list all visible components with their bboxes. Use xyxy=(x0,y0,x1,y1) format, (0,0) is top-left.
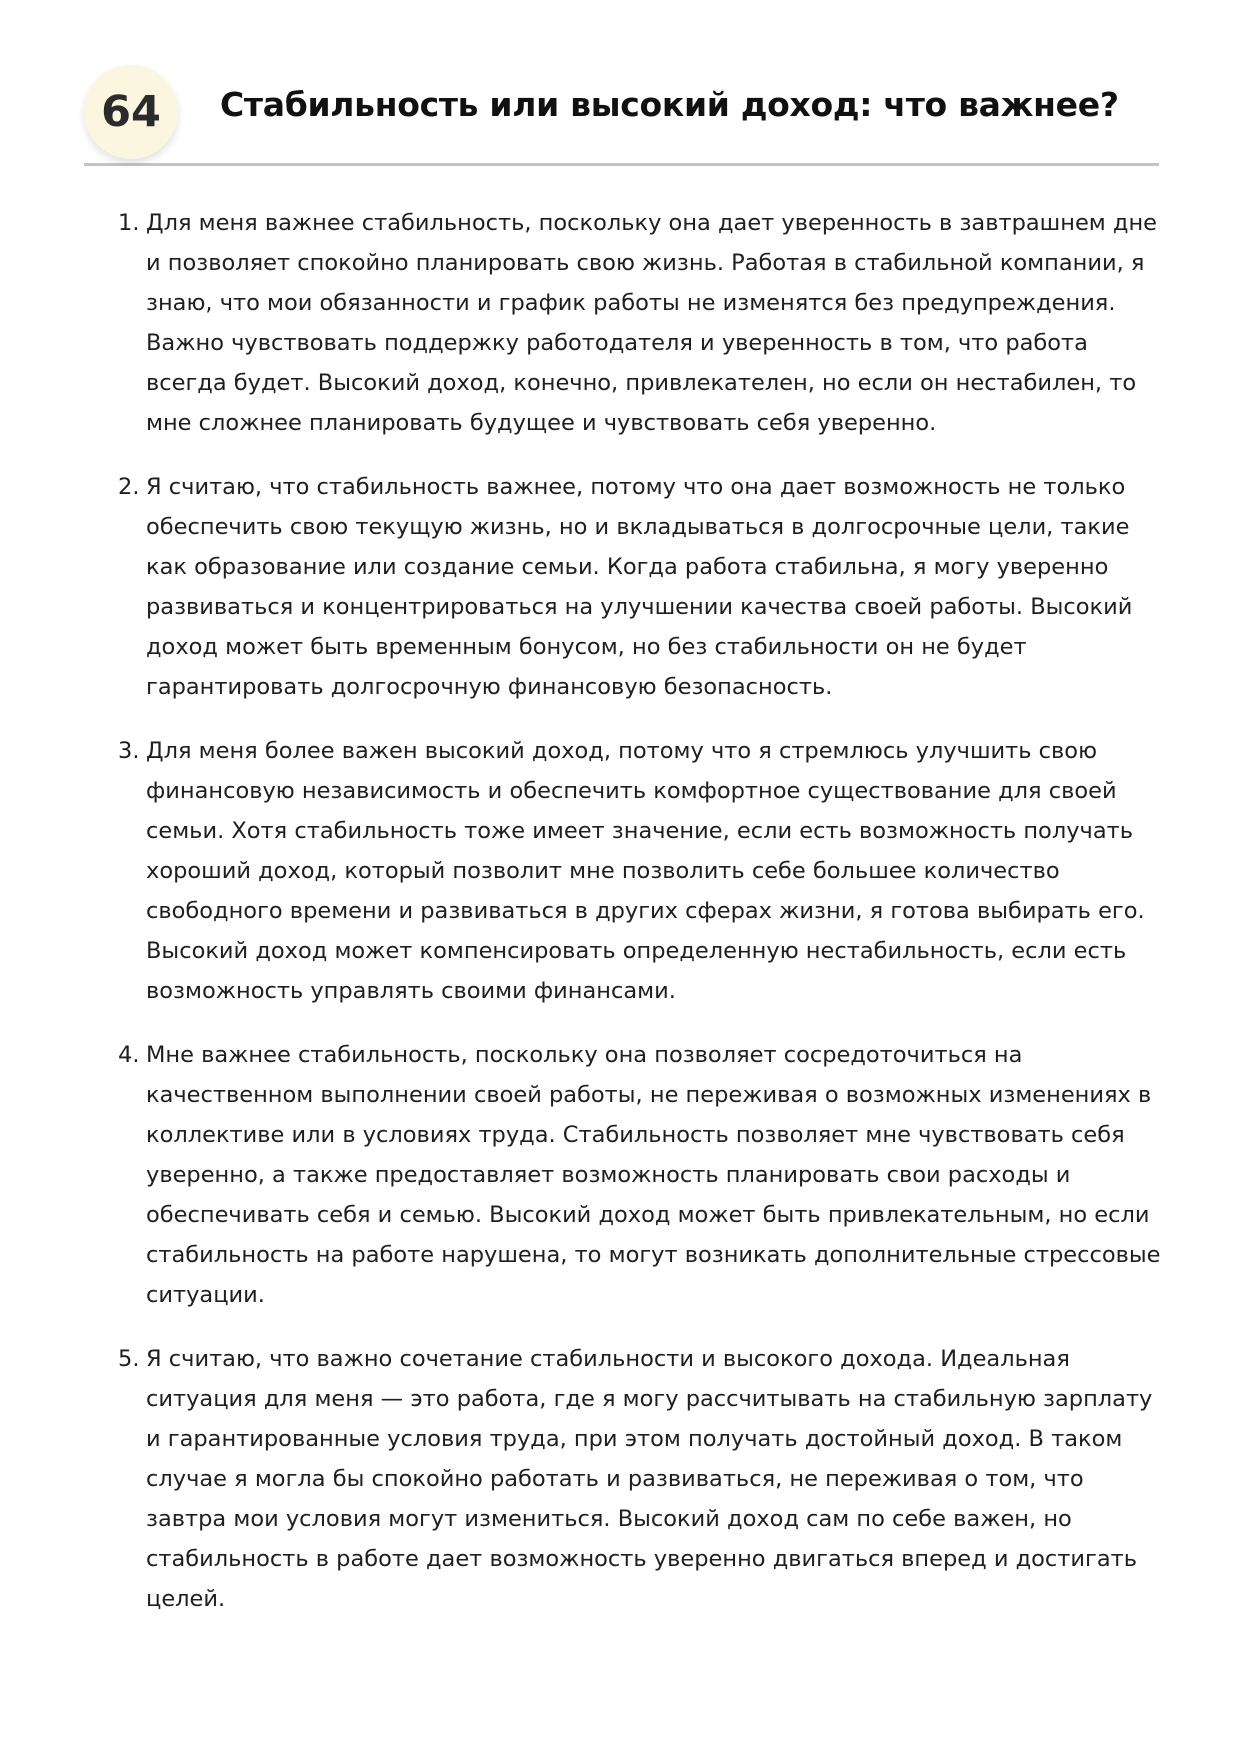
list-item-number: 1. xyxy=(118,210,140,236)
list-item xyxy=(0,467,1239,707)
list-item-text: Мне важнее стабильность, поскольку она позволяет сосредоточиться на качественном выполнении своей работы, не переживая о возможных изменениях в коллективе или в условиях труда. Стабильность позволяет мне чувствовать себя уверенно, а также предоставляет возможность планировать свои расходы и обеспечивать себя и семью. Высокий доход может быть привлекательным, но если стабильность на работе нарушена, то могут возникать дополнительные стрессовые ситуации. xyxy=(146,1042,1161,1308)
list-item-number: 2. xyxy=(118,474,140,500)
page-number-badge: 64 xyxy=(84,65,178,159)
list-item xyxy=(0,1035,1239,1315)
list-item-number: 5. xyxy=(118,1346,140,1372)
page-title: Стабильность или высокий доход: что важнее? xyxy=(220,85,1119,124)
list-item-number: 4. xyxy=(118,1042,140,1068)
list-item-text: Для меня важнее стабильность, поскольку она дает уверенность в завтрашнем дне и позволяет спокойно планировать свою жизнь. Работая в стабильной компании, я знаю, что мои обязанности и график работы не изменятся без предупреждения. Важно чувствовать поддержку работодателя и уверенность в том, что работа всегда будет. Высокий доход, конечно, привлекателен, но если он нестабилен, то мне сложнее планировать будущее и чувствовать себя уверенно. xyxy=(146,210,1158,436)
list-item-text: Я считаю, что стабильность важнее, потому что она дает возможность не только обеспечить свою текущую жизнь, но и вкладываться в долгосрочные цели, такие как образование или создание семьи. Когда работа стабильна, я могу уверенно развиваться и концентрироваться на улучшении качества своей работы. Высокий доход может быть временным бонусом, но без стабильности он не будет гарантировать долгосрочную финансовую безопасность. xyxy=(146,474,1133,700)
list-item-text: Я считаю, что важно сочетание стабильности и высокого дохода. Идеальная ситуация для меня — это работа, где я могу рассчитывать на стабильную зарплату и гарантированные условия труда, при этом получать достойный доход. В таком случае я могла бы спокойно работать и развиваться, не переживая о том, что завтра мои условия могут измениться. Высокий доход сам по себе важен, но стабильность в работе дает возможность уверенно двигаться вперед и достигать целей. xyxy=(146,1346,1153,1612)
list-item-text: Для меня более важен высокий доход, потому что я стремлюсь улучшить свою финансовую независимость и обеспечить комфортное существование для своей семьи. Хотя стабильность тоже имеет значение, если есть возможность получать хороший доход, который позволит мне позволить себе большее количество свободного времени и развиваться в других сферах жизни, я готова выбирать его. Высокий доход может компенсировать определенную нестабильность, если есть возможность управлять своими финансами. xyxy=(146,738,1145,1004)
page-header xyxy=(84,55,1159,166)
answers-list xyxy=(0,203,1239,1643)
list-item xyxy=(0,203,1239,443)
list-item-number: 3. xyxy=(118,738,140,764)
list-item xyxy=(0,1339,1239,1619)
list-item xyxy=(0,731,1239,1011)
